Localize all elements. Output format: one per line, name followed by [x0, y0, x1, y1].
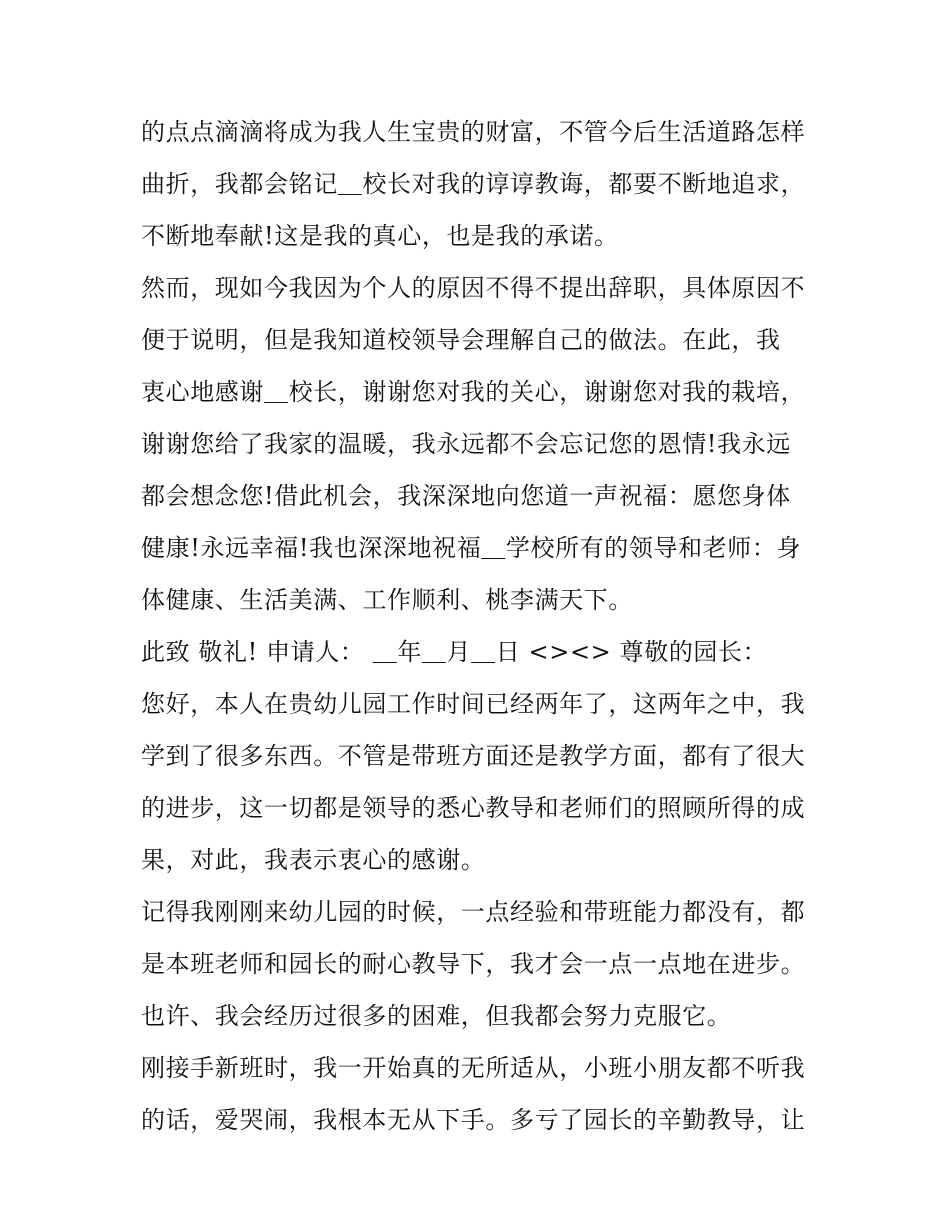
text-line: 刚接手新班时，我一开始真的无所适从，小班小朋友都不听我: [141, 1054, 806, 1082]
text-line: 的进步，这一切都是领导的悉心教导和老师们的照顾所得的成: [141, 794, 806, 822]
text-line: 是本班老师和园长的耐心教导下，我才会一点一点地在进步。: [141, 950, 806, 978]
text-line: 衷心地感谢＿校长，谢谢您对我的关心，谢谢您对我的栽培，: [141, 378, 806, 406]
text-line: 谢谢您给了我家的温暖，我永远都不会忘记您的恩情!我永远: [141, 430, 791, 458]
text-line: 您好，本人在贵幼儿园工作时间已经两年了，这两年之中，我: [141, 690, 806, 718]
text-line: 然而，现如今我因为个人的原因不得不提出辞职，具体原因不: [141, 274, 806, 302]
document-body: [141, 108, 821, 1148]
text-line: 的话，爱哭闹，我根本无从下手。多亏了园长的辛勤教导，让: [141, 1106, 806, 1134]
text-line: 果，对此，我表示衷心的感谢。: [141, 846, 486, 874]
text-line: 都会想念您!借此机会，我深深地向您道一声祝福：愿您身体: [141, 482, 791, 510]
text-line: 曲折，我都会铭记＿校长对我的谆谆教诲，都要不断地追求，: [141, 170, 806, 198]
text-line: 也许、我会经历过很多的困难，但我都会努力克服它。: [141, 1002, 732, 1030]
text-line: 不断地奉献!这是我的真心，也是我的承诺。: [141, 222, 619, 250]
text-line: 体健康、生活美满、工作顺利、桃李满天下。: [141, 586, 633, 614]
text-line: 学到了很多东西。不管是带班方面还是教学方面，都有了很大: [141, 742, 806, 770]
text-line: 便于说明，但是我知道校领导会理解自己的做法。在此，我: [141, 326, 781, 354]
text-line: 此致 敬礼! 申请人： ＿年＿月＿日 <><> 尊敬的园长：: [141, 638, 768, 666]
text-line: 的点点滴滴将成为我人生宝贵的财富，不管今后生活道路怎样: [141, 118, 806, 146]
text-line: 记得我刚刚来幼儿园的时候，一点经验和带班能力都没有，都: [141, 898, 806, 926]
text-line: 健康!永远幸福!我也深深地祝福＿学校所有的领导和老师：身: [141, 534, 802, 562]
